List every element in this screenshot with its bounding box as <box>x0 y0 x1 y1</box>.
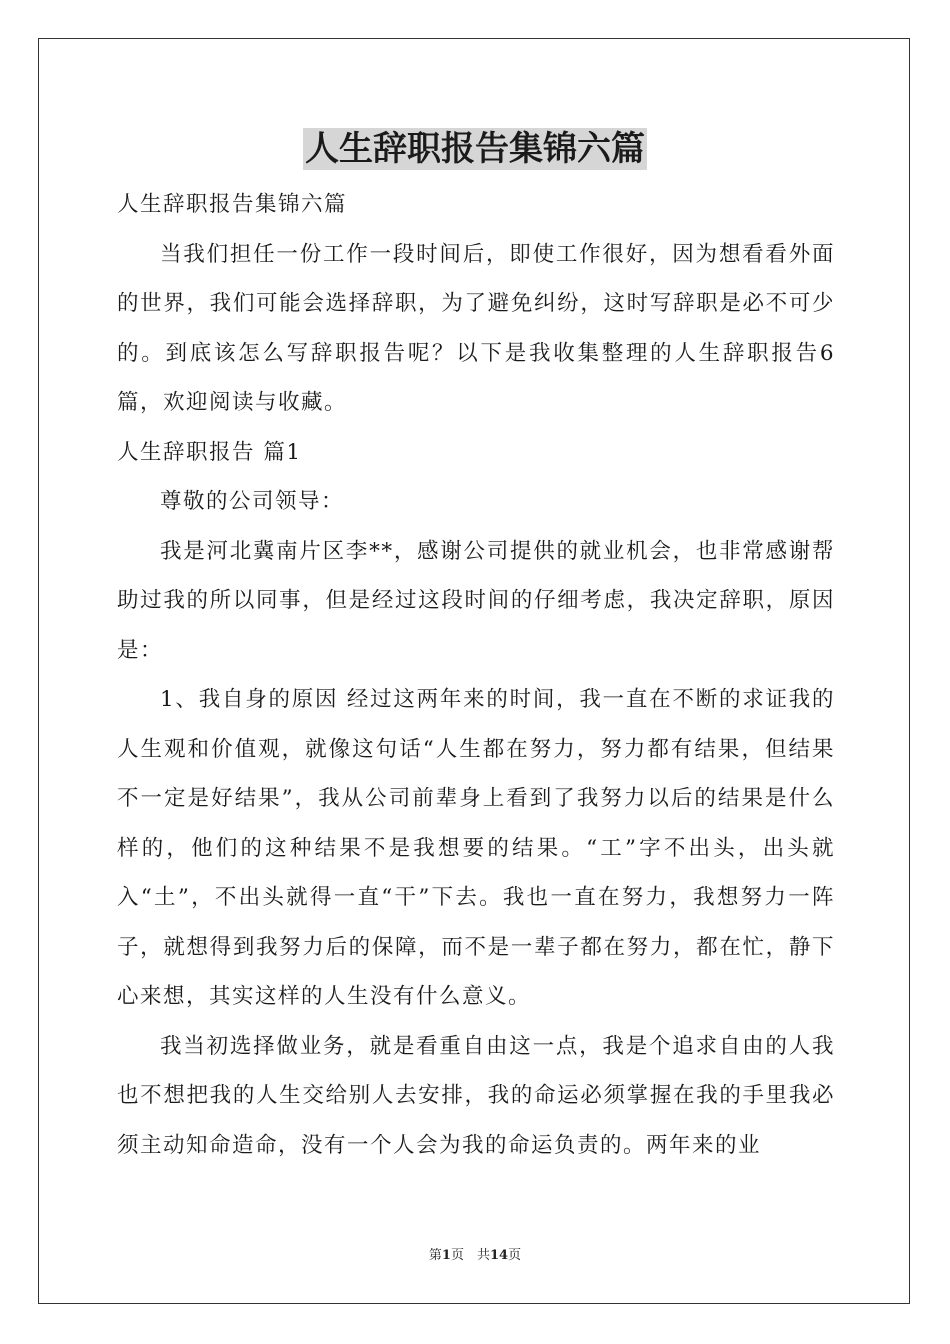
footer-total-pages: 14 <box>489 1248 509 1263</box>
document-title <box>0 128 950 170</box>
paragraph-salutation: 尊敬的公司领导： <box>160 489 345 514</box>
paragraph-intro: 当我们担任一份工作一段时间后，即使工作很好，因为想看看外面的世界，我们可能会选择辞职，为了避免纠纷，这时写辞职是必不可少的。到底该怎么写辞职报告呢？以下是我收集整理的人生辞职报告6篇，欢迎阅读与收藏。 <box>117 241 835 415</box>
section-heading: 人生辞职报告 篇1 <box>117 439 302 465</box>
document-body <box>117 180 835 1170</box>
footer-prefix: 第 <box>428 1248 442 1263</box>
paragraph-body: 1、我自身的原因 经过这两年来的时间，我一直在不断的求证我的人生观和价值观，就像这句话“人生都在努力，努力都有结果，但结果不一定是好结果”，我从公司前辈身上看到了我努力以后的结果是什么样的，他们的这种结果不是我想要的结果。“工”字不出头，出头就入“土”，不出头就得一直“干”下去。我也一直在努力，我想努力一阵子，就想得到我努力后的保障，而不是一辈子都在努力，都在忙，静下心来想，其实这样的人生没有什么意义。 <box>117 687 835 1009</box>
document-title-text: 人生辞职报告集锦六篇 <box>305 129 645 169</box>
paragraph-body: 我当初选择做业务，就是看重自由这一点，我是个追求自由的人我也不想把我的人生交给别人去安排，我的命运必须掌握在我的手里我必须主动知命造命，没有一个人会为我的命运负责的。两年来的业 <box>117 1033 835 1158</box>
footer-suffix: 页 <box>508 1248 522 1263</box>
footer-page-number: 1 <box>441 1248 451 1263</box>
page-footer <box>0 1247 950 1265</box>
footer-middle: 页 共 <box>450 1248 490 1263</box>
paragraph-body: 我是河北冀南片区李**，感谢公司提供的就业机会，也非常感谢帮助过我的所以同事，但是经过这段时间的仔细考虑，我决定辞职，原因是： <box>117 538 835 663</box>
paragraph-subtitle: 人生辞职报告集锦六篇 <box>117 192 348 217</box>
